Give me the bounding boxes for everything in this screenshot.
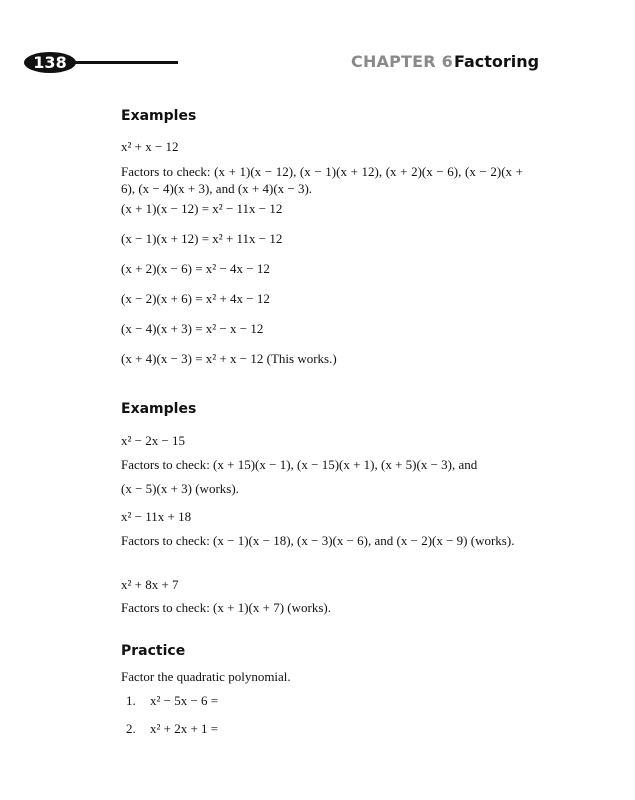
examples-heading-1: Examples (121, 108, 197, 124)
factors-to-check: Factors to check: (x + 15)(x − 1), (x − 15)(x + 1), (x + 5)(x − 3), and (121, 457, 478, 472)
factors-to-check: Factors to check: (x + 1)(x − 12), (x − 1)(x + 12), (x + 2)(x − 6), (x − 2)(x + 6), (x − 4)(x + 3), and (x + 4)(x − 3). (121, 164, 523, 196)
example-problem: x² + x − 12 (121, 139, 179, 154)
check-line: (x − 4)(x + 3) = x² − x − 12 (121, 321, 264, 336)
page-number: 138 (24, 52, 76, 73)
factors-to-check: Factors to check: (x − 1)(x − 18), (x − 3)(x − 6), and (x − 2)(x − 9) (works). (121, 533, 515, 548)
check-line: (x − 2)(x + 6) = x² + 4x − 12 (121, 291, 270, 306)
chapter-label: CHAPTER 6 (351, 52, 453, 71)
check-line: (x − 1)(x + 12) = x² + 11x − 12 (121, 231, 283, 246)
practice-instruction: Factor the quadratic polynomial. (121, 669, 291, 684)
practice-item-number: 1. (126, 693, 136, 708)
example-problem: x² + 8x + 7 (121, 577, 179, 592)
check-line: (x + 1)(x − 12) = x² − 11x − 12 (121, 201, 283, 216)
practice-item-number: 2. (126, 721, 136, 736)
practice-item-expr: x² − 5x − 6 = (150, 693, 219, 708)
example-problem: x² − 2x − 15 (121, 433, 186, 448)
check-line: (x + 4)(x − 3) = x² + x − 12 (This works.) (121, 351, 337, 366)
factors-to-check: (x − 5)(x + 3) (works). (121, 481, 239, 496)
practice-item-expr: x² + 2x + 1 = (150, 721, 219, 736)
header-rule (74, 61, 178, 64)
check-line: (x + 2)(x − 6) = x² − 4x − 12 (121, 261, 270, 276)
factors-to-check: Factors to check: (x + 1)(x + 7) (works). (121, 600, 331, 615)
examples-heading-2: Examples (121, 401, 197, 417)
chapter-title: Factoring (454, 52, 540, 71)
practice-item (126, 721, 218, 737)
practice-item (126, 693, 218, 709)
example-problem: x² − 11x + 18 (121, 509, 192, 524)
practice-heading: Practice (121, 643, 186, 659)
